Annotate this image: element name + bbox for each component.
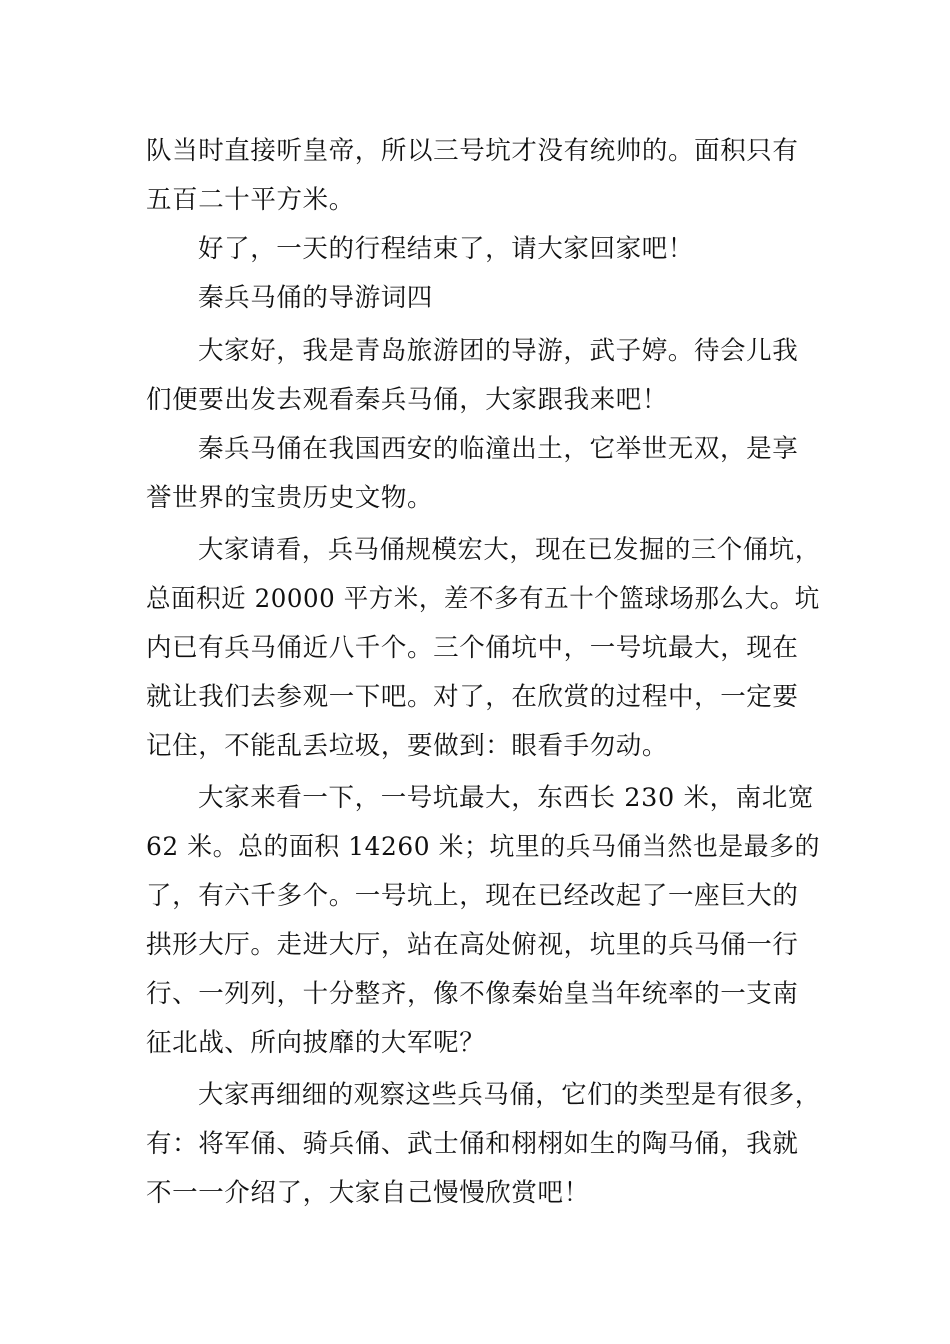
text-line: 记住，不能乱丢垃圾，要做到：眼看手勿动。 (146, 731, 669, 761)
text-line: 就让我们去参观一下吧。对了，在欣赏的过程中，一定要 (146, 682, 799, 712)
paragraph-start: 秦兵马俑在我国西安的临潼出土，它举世无双，是享 (198, 434, 799, 464)
text-line: 队当时直接听皇帝，所以三号坑才没有统帅的。面积只有 (146, 136, 799, 166)
section-heading: 秦兵马俑的导游词四 (198, 283, 433, 313)
text-line: 誉世界的宝贵历史文物。 (146, 483, 434, 513)
paragraph-start: 大家来看一下，一号坑最大，东西长 230 米，南北宽 (198, 783, 814, 813)
text-line: 不一一介绍了，大家自己慢慢欣赏吧！ (146, 1178, 590, 1208)
paragraph-start: 好了，一天的行程结束了，请大家回家吧！ (198, 234, 694, 264)
text-line: 拱形大厅。走进大厅，站在高处俯视，坑里的兵马俑一行 (146, 930, 799, 960)
paragraph-start: 大家好，我是青岛旅游团的导游，武子婷。待会儿我 (198, 336, 799, 366)
text-line: 们便要出发去观看秦兵马俑，大家跟我来吧！ (146, 385, 669, 415)
paragraph-start: 大家请看，兵马俑规模宏大，现在已发掘的三个俑坑， (198, 535, 821, 565)
text-line: 了，有六千多个。一号坑上，现在已经改起了一座巨大的 (146, 881, 799, 911)
paragraph-start: 大家再细细的观察这些兵马俑，它们的类型是有很多， (198, 1080, 821, 1110)
text-line: 内已有兵马俑近八千个。三个俑坑中，一号坑最大，现在 (146, 633, 799, 663)
text-line: 有：将军俑、骑兵俑、武士俑和栩栩如生的陶马俑，我就 (146, 1129, 799, 1159)
text-line: 行、一列列，十分整齐，像不像秦始皇当年统率的一支南 (146, 979, 799, 1009)
text-line: 征北战、所向披靡的大军呢？ (146, 1028, 486, 1058)
text-line: 五百二十平方米。 (146, 185, 355, 215)
text-line: 总面积近 20000 平方米，差不多有五十个篮球场那么大。坑 (146, 584, 820, 614)
text-line: 62 米。总的面积 14260 米；坑里的兵马俑当然也是最多的 (146, 832, 821, 862)
